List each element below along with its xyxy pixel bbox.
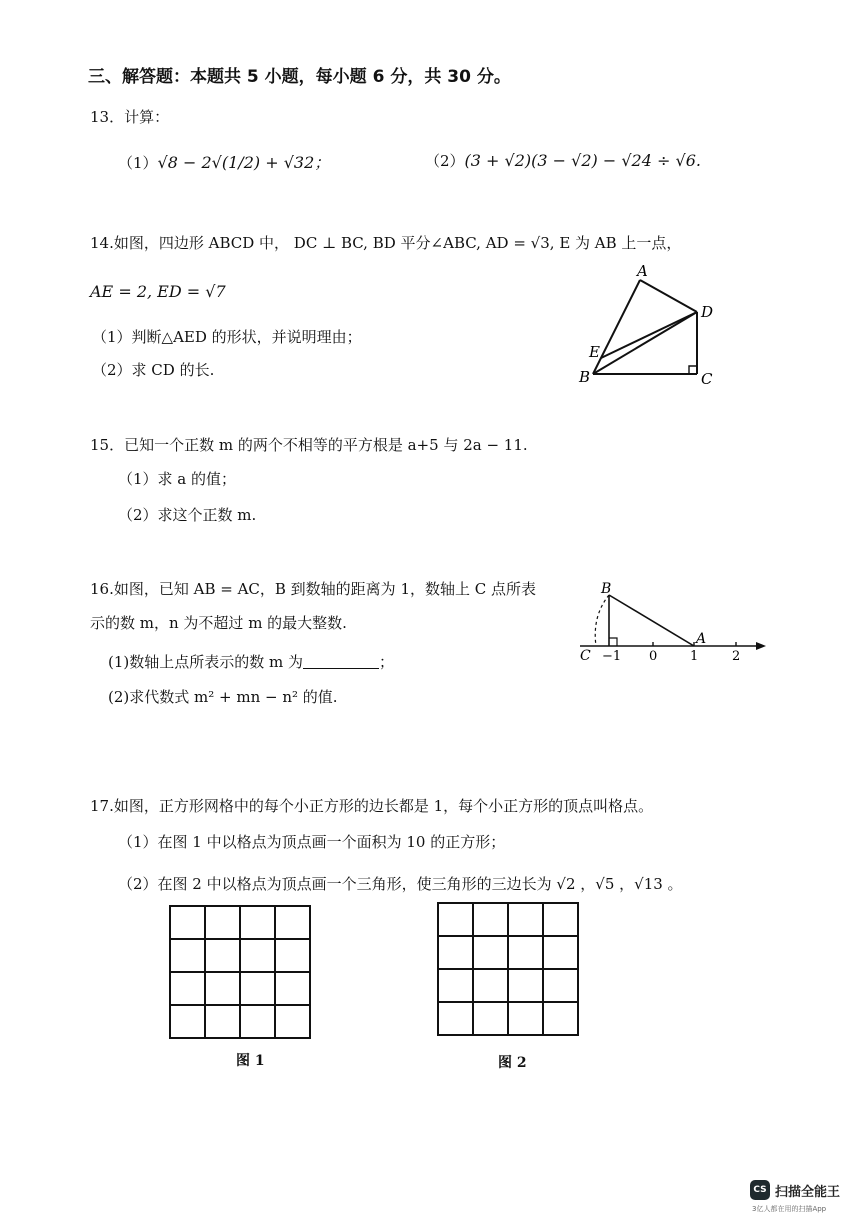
q15-part2: （2）求这个正数 m. <box>118 506 257 524</box>
q14-figure <box>575 262 725 390</box>
tick-label-2: 2 <box>732 649 741 664</box>
q16-part1-end: ； <box>379 653 395 671</box>
q14-part1: （1）判断△AED 的形状，并说明理由； <box>92 328 362 346</box>
section-title: 三、解答题：本题共 5 小题，每小题 6 分，共 30 分。 <box>88 67 511 87</box>
q17-part1: （1）在图 1 中以格点为顶点画一个面积为 10 的正方形； <box>118 833 506 851</box>
q17-part2: （2）在图 2 中以格点为顶点画一个三角形，使三角形的三边长为 √2 ，√5 ，√13 。 <box>118 875 683 893</box>
figure-1-caption: 图 1 <box>236 1053 265 1069</box>
q14-label-b: B <box>579 368 591 386</box>
q16-answer-blank <box>303 654 379 669</box>
grid-figure-1 <box>169 905 311 1039</box>
camscanner-logo: CS <box>750 1180 770 1200</box>
q15-stem: 15．已知一个正数 m 的两个不相等的平方根是 a+5 与 2a − 11. <box>90 436 528 454</box>
q14-part2: （2）求 CD 的长. <box>92 361 215 379</box>
q14-stem: 14.如图，四边形 ABCD 中， DC ⊥ BC, BD 平分∠ABC, AD = √3, E 为 AB 上一点， <box>90 234 682 252</box>
q13-part2-expr: (3 + √2)(3 − √2) − √24 ÷ √6. <box>464 151 701 170</box>
q13-part1-expr: √8 − 2√(1/2) + √32； <box>157 153 331 172</box>
q13-part1-label: （1） <box>118 154 158 172</box>
q13-part1 <box>118 150 330 173</box>
figure-2-caption: 图 2 <box>498 1055 527 1071</box>
q14-label-d: D <box>701 303 714 321</box>
q14-label-a: A <box>637 262 648 280</box>
q14-condition: AE = 2, ED = √7 <box>90 282 226 301</box>
q16-compass-arc <box>595 595 609 646</box>
tick-label-neg1: −1 <box>602 649 622 664</box>
tick-label-1: 1 <box>690 649 699 664</box>
q16-segment-ab <box>609 595 694 646</box>
watermark-brand: 扫描全能王 <box>775 1185 841 1200</box>
q16-part2: (2)求代数式 m² + mn − n² 的值. <box>108 688 338 706</box>
q15-part1: （1）求 a 的值； <box>118 470 237 488</box>
q16-figure <box>572 576 772 668</box>
tick-label-0: 0 <box>649 649 658 664</box>
q16-stem-line1: 16.如图，已知 AB = AC，B 到数轴的距离为 1，数轴上 C 点所表 <box>90 580 537 598</box>
q14-right-angle-mark <box>689 366 697 374</box>
q14-label-e: E <box>589 343 600 361</box>
grid-figure-2 <box>437 902 579 1036</box>
q16-part1 <box>108 651 394 672</box>
q13-part2-label: （2） <box>425 152 465 170</box>
q13-part2 <box>425 150 701 171</box>
q16-label-a: A <box>696 631 707 647</box>
q13-label: 13．计算： <box>90 108 170 126</box>
q16-label-b: B <box>601 581 612 597</box>
q14-segment-ed <box>601 312 697 358</box>
watermark-tagline: 3亿人都在用的扫描App <box>752 1205 827 1213</box>
q16-part1-text: (1)数轴上点所表示的数 m 为 <box>108 653 304 671</box>
q16-right-angle-mark <box>609 638 617 646</box>
q14-label-c: C <box>701 370 713 388</box>
q16-stem-line2: 示的数 m，n 为不超过 m 的最大整数. <box>90 614 347 632</box>
q17-stem: 17.如图，正方形网格中的每个小正方形的边长都是 1，每个小正方形的顶点叫格点。 <box>90 797 654 815</box>
q16-label-c: C <box>580 648 591 664</box>
number-line-arrow <box>756 642 766 650</box>
q14-segment-ad <box>640 280 697 312</box>
